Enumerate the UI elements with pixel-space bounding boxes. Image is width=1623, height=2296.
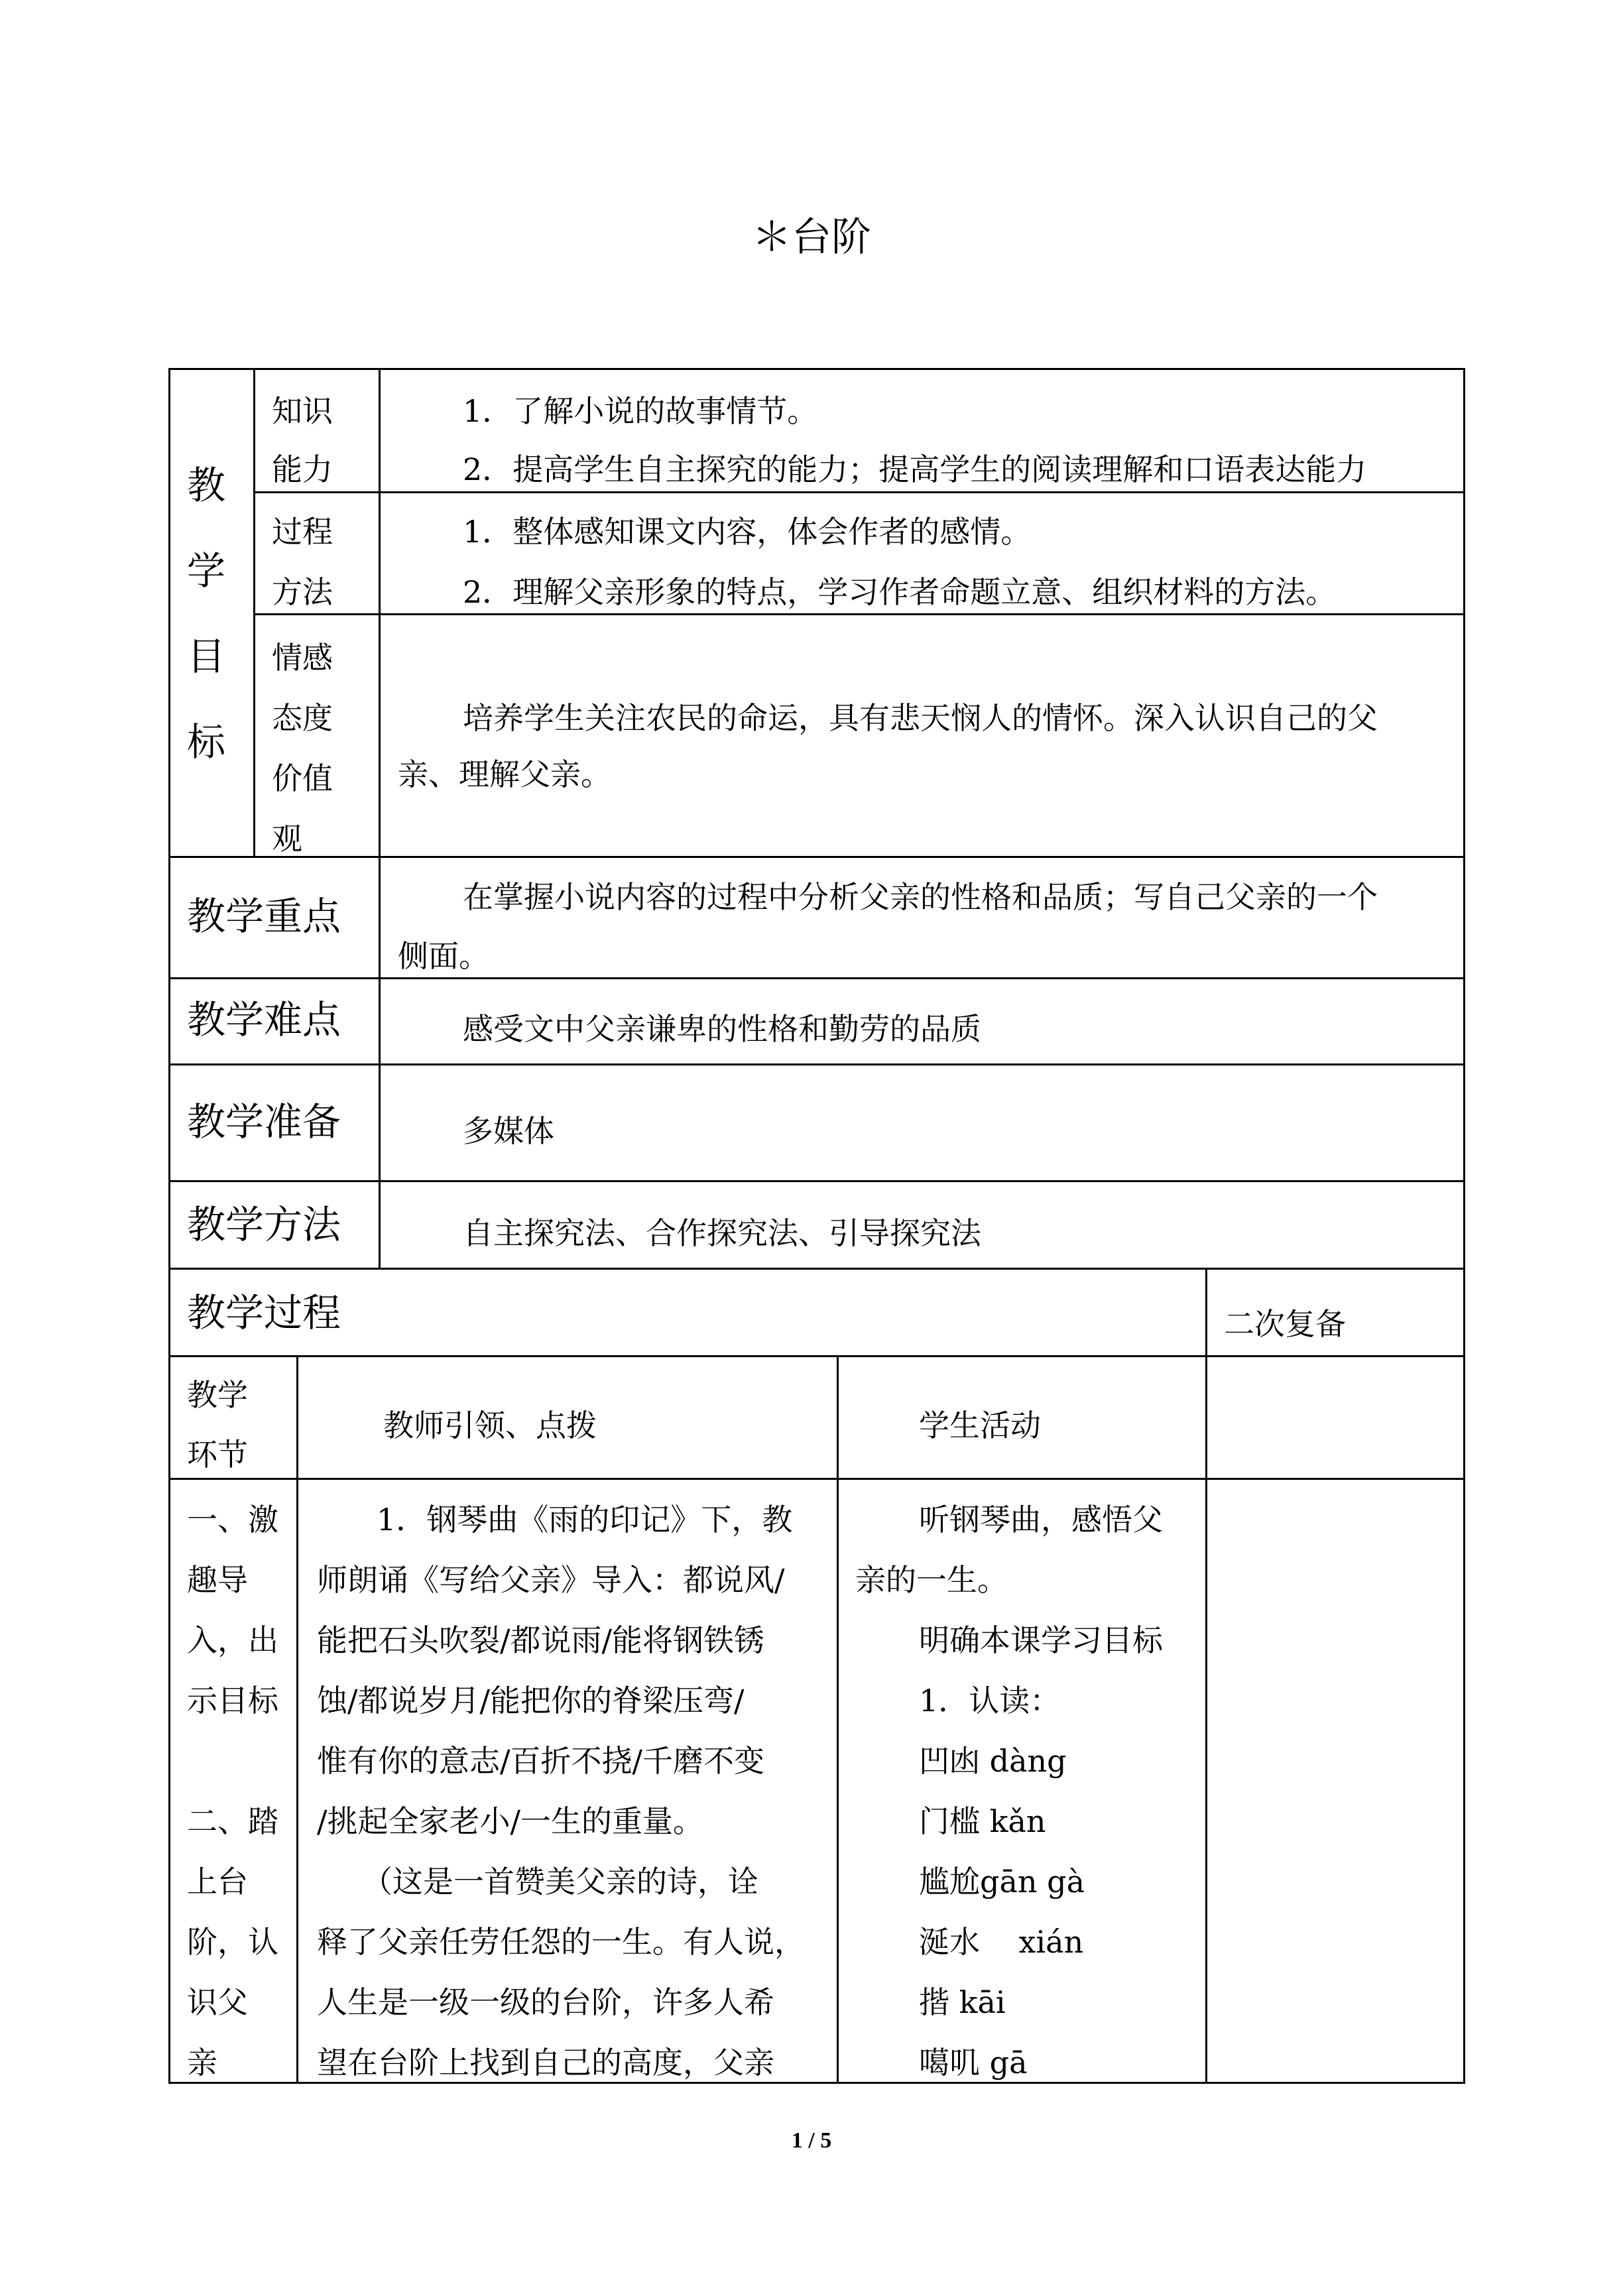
grid-line [253, 368, 255, 858]
teacher-line: 人生是一级一级的台阶，许多人希 [317, 1984, 774, 2020]
stage-line: 上台 [187, 1864, 248, 1900]
emotion-label: 观 [272, 821, 302, 857]
teacher-line: 蚀/都说岁月/能把你的脊梁压弯/ [317, 1683, 745, 1719]
stage-line: 趣导 [187, 1562, 248, 1598]
stage-line: 二、踏 [187, 1803, 278, 1839]
stage-line: 一、激 [187, 1502, 278, 1538]
emotion-text: 培养学生关注农民的命运，具有悲天悯人的情怀。深入认识自己的父 [463, 700, 1378, 736]
stage-line: 入，出 [187, 1622, 278, 1658]
stage-header: 教学 [187, 1377, 248, 1413]
objectives-label-char: 目 [187, 634, 226, 679]
stage-line: 示目标 [187, 1683, 278, 1719]
teacher-line: 望在台阶上找到自己的高度，父亲 [317, 2045, 774, 2081]
grid-line [1463, 368, 1465, 2084]
emotion-text: 亲、理解父亲。 [398, 756, 611, 792]
teacher-line: 惟有你的意志/百折不挠/千磨不变 [317, 1743, 764, 1779]
teacher-line: 释了父亲任劳任怨的一生。有人说， [317, 1924, 805, 1960]
student-line: 门槛 kǎn [919, 1803, 1046, 1839]
stage-line: 识父 [187, 1984, 248, 2020]
methods-label: 教学方法 [187, 1202, 341, 1247]
grid-line [168, 1268, 1465, 1270]
stage-line: 亲 [187, 2045, 217, 2081]
grid-line [168, 1478, 1465, 1480]
student-line: 噶叽 gā [919, 2045, 1028, 2081]
key-points-label: 教学重点 [187, 894, 341, 939]
knowledge-label: 知识 [272, 393, 333, 429]
emotion-label: 价值 [272, 760, 333, 796]
grid-line [168, 1180, 1465, 1182]
process-label: 方法 [272, 574, 333, 610]
student-header: 学生活动 [919, 1408, 1041, 1443]
objectives-label-char: 标 [187, 719, 226, 764]
document-title: ＊台阶 [752, 214, 871, 261]
grid-line [837, 1355, 839, 2084]
grid-line [168, 977, 1465, 979]
teacher-line: /挑起全家老小/一生的重量。 [317, 1803, 703, 1839]
grid-line [253, 613, 1465, 615]
methods-text: 自主探究法、合作探究法、引导探究法 [463, 1215, 981, 1251]
grid-line [253, 491, 1465, 493]
page-number: 1 / 5 [791, 2128, 832, 2153]
student-line: 尴尬gān gà [919, 1864, 1085, 1900]
student-line: 亲的一生。 [855, 1562, 1008, 1598]
preparation-text: 多媒体 [463, 1113, 554, 1149]
grid-line [296, 1355, 298, 2084]
grid-line [168, 1063, 1465, 1065]
stage-line: 阶，认 [187, 1924, 278, 1960]
teacher-line: 1．钢琴曲《雨的印记》下，教 [377, 1502, 793, 1538]
emotion-label: 情感 [272, 640, 333, 676]
knowledge-item: 1．了解小说的故事情节。 [463, 393, 818, 429]
grid-line [168, 856, 1465, 858]
grid-line [1205, 1268, 1207, 2084]
grid-line [168, 368, 1465, 370]
teacher-line: 师朗诵《写给父亲》导入：都说风/ [317, 1562, 785, 1598]
second-prep-label: 二次复备 [1224, 1306, 1346, 1342]
teacher-line: 能把石头吹裂/都说雨/能将钢铁锈 [317, 1622, 764, 1658]
objectives-label-char: 学 [187, 548, 226, 593]
grid-line [379, 368, 381, 1270]
difficulties-text: 感受文中父亲谦卑的性格和勤劳的品质 [463, 1011, 981, 1047]
preparation-label: 教学准备 [187, 1099, 341, 1144]
grid-line [168, 368, 170, 2084]
process-item: 2．理解父亲形象的特点，学习作者命题立意、组织材料的方法。 [463, 574, 1337, 610]
process-label: 过程 [272, 514, 333, 550]
student-line: 明确本课学习目标 [919, 1622, 1163, 1658]
knowledge-item: 2．提高学生自主探究的能力；提高学生的阅读理解和口语表达能力 [463, 452, 1367, 487]
emotion-label: 态度 [272, 700, 333, 736]
student-line: 揩 kāi [919, 1984, 1006, 2020]
teacher-line: （这是一首赞美父亲的诗，诠 [362, 1864, 758, 1900]
student-line: 1．认读： [919, 1683, 1061, 1719]
student-line: 涎水 xián [919, 1924, 1084, 1960]
student-line: 凹凼 dàng [919, 1743, 1067, 1779]
key-points-text: 侧面。 [398, 938, 489, 974]
difficulties-label: 教学难点 [187, 997, 341, 1042]
objectives-label-char: 教 [187, 463, 226, 508]
grid-line [168, 1355, 1465, 1357]
process-section-label: 教学过程 [187, 1290, 341, 1335]
key-points-text: 在掌握小说内容的过程中分析父亲的性格和品质；写自己父亲的一个 [463, 879, 1378, 915]
knowledge-label: 能力 [272, 452, 333, 487]
process-item: 1．整体感知课文内容，体会作者的感情。 [463, 514, 1032, 550]
teacher-header: 教师引领、点拨 [383, 1408, 597, 1443]
student-line: 听钢琴曲，感悟父 [919, 1502, 1163, 1538]
stage-header: 环节 [187, 1437, 248, 1473]
